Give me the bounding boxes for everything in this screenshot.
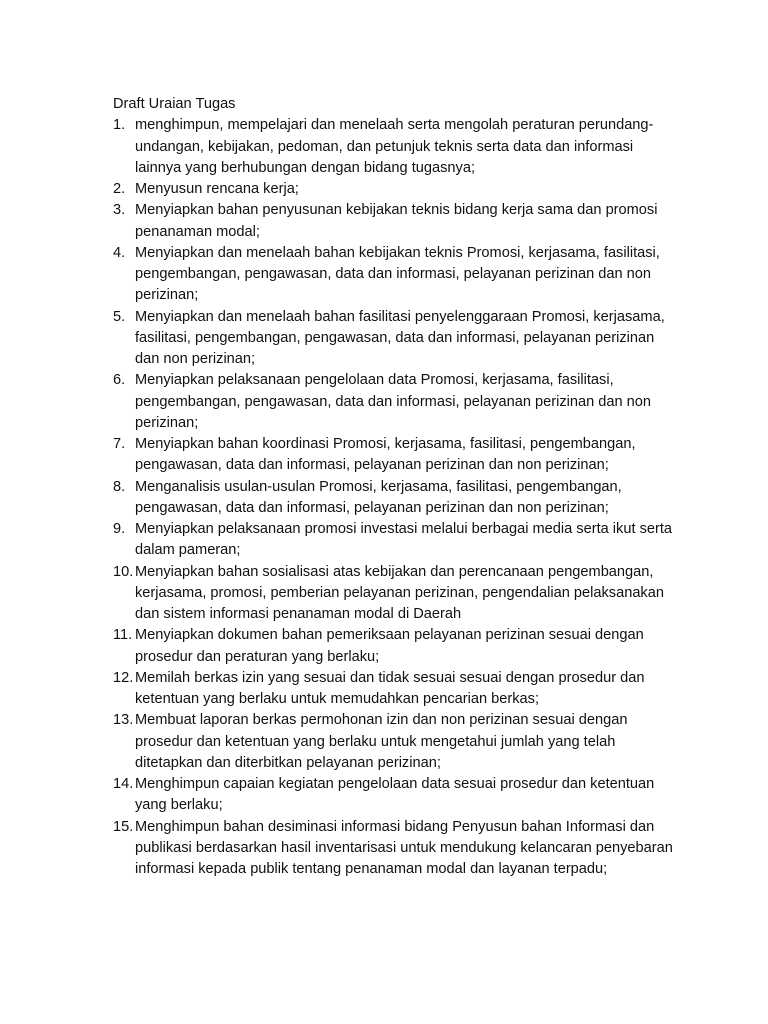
item-number: 11.: [113, 627, 133, 644]
item-text: Menyiapkan bahan penyusunan kebijakan teknis bidang kerja sama dan promosi penanaman modal;: [135, 202, 658, 240]
list-item: [113, 370, 673, 434]
item-text: Menyiapkan pelaksanaan pengelolaan data Promosi, kerjasama, fasilitasi, pengembangan, pengawasan, data dan informasi, pelayanan perizinan dan non perizinan;: [135, 372, 652, 431]
item-number: 3.: [113, 202, 126, 219]
item-number: 10.: [113, 563, 134, 580]
item-number: 5.: [113, 308, 126, 325]
task-list: [113, 115, 673, 880]
item-text: Menyiapkan bahan koordinasi Promosi, kerjasama, fasilitasi, pengembangan, pengawasan, data dan informasi, pelayanan perizinan dan non perizinan;: [135, 436, 636, 474]
list-item: [113, 710, 673, 774]
list-item: [113, 774, 673, 817]
item-number: 7.: [113, 436, 126, 452]
item-text: Menghimpun bahan desiminasi informasi bidang Penyusun bahan Informasi dan publikasi berdasarkan hasil inventarisasi untuk mendukung kelancaran penyebaran informasi kepada publik tentang penanaman modal dan layanan terpadu;: [135, 818, 673, 877]
list-item: [113, 562, 673, 626]
item-text: Menganalisis usulan-usulan Promosi, kerjasama, fasilitasi, pengembangan, pengawasan, data dan informasi, pelayanan perizinan dan non perizinan;: [135, 478, 622, 516]
list-item: [113, 307, 673, 371]
item-number: 14.: [113, 776, 134, 792]
list-item: [113, 200, 673, 243]
item-text: Membuat laporan berkas permohonan izin dan non perizinan sesuai dengan prosedur dan ketentuan yang berlaku untuk mengetahui jumlah yang telah ditetapkan dan diterbitkan pelayanan perizinan;: [135, 712, 628, 771]
list-item: [113, 179, 673, 200]
item-text: Menyiapkan dan menelaah bahan kebijakan teknis Promosi, kerjasama, fasilitasi, pengembangan, pengawasan, data dan informasi, pelayanan perizinan dan non perizinan;: [135, 244, 660, 304]
item-number: 9.: [113, 521, 126, 537]
item-text: Menyiapkan dan menelaah bahan fasilitasi penyelenggaraan Promosi, kerjasama, fasilitasi, pengembangan, pengawasan, data dan informasi, pelayanan perizinan dan non perizinan;: [135, 308, 665, 367]
item-text: Memilah berkas izin yang sesuai dan tidak sesuai sesuai dengan prosedur dan ketentuan yang berlaku untuk memudahkan pencarian berkas;: [135, 669, 645, 707]
item-text: Menyiapkan pelaksanaan promosi investasi melalui berbagai media serta ikut serta dalam pameran;: [135, 521, 673, 559]
list-item: [113, 519, 673, 562]
list-item: [113, 477, 673, 520]
list-item: [113, 668, 673, 711]
item-number: 4.: [113, 244, 126, 261]
item-number: 12.: [113, 669, 134, 686]
item-number: 15.: [113, 818, 134, 835]
item-number: 2.: [113, 181, 126, 197]
list-item: [113, 115, 673, 179]
item-text: Menyiapkan bahan sosialisasi atas kebijakan dan perencanaan pengembangan, kerjasama, promosi, pemberian pelayanan perizinan, pengendalian pelaksanakan dan sistem informasi penanaman modal di Daerah: [135, 563, 664, 622]
item-text: Menyusun rencana kerja;: [135, 181, 299, 197]
item-number: 6.: [113, 372, 126, 389]
document-title: Draft Uraian Tugas: [113, 96, 236, 112]
list-item: [113, 434, 673, 477]
list-item: [113, 625, 673, 668]
item-text: menghimpun, mempelajari dan menelaah serta mengolah peraturan perundang-undangan, kebijakan, pedoman, dan petunjuk teknis serta data dan informasi lainnya yang berhubungan dengan bidang tugasnya;: [135, 117, 654, 176]
item-number: 1.: [113, 117, 126, 134]
list-item: [113, 243, 673, 307]
item-number: 8.: [113, 478, 126, 495]
document-page: [113, 94, 673, 880]
item-text: Menghimpun capaian kegiatan pengelolaan data sesuai prosedur dan ketentuan yang berlaku;: [135, 776, 655, 814]
list-item: [113, 817, 673, 881]
item-text: Menyiapkan dokumen bahan pemeriksaan pelayanan perizinan sesuai dengan prosedur dan peraturan yang berlaku;: [135, 627, 644, 665]
item-number: 13.: [113, 712, 134, 729]
